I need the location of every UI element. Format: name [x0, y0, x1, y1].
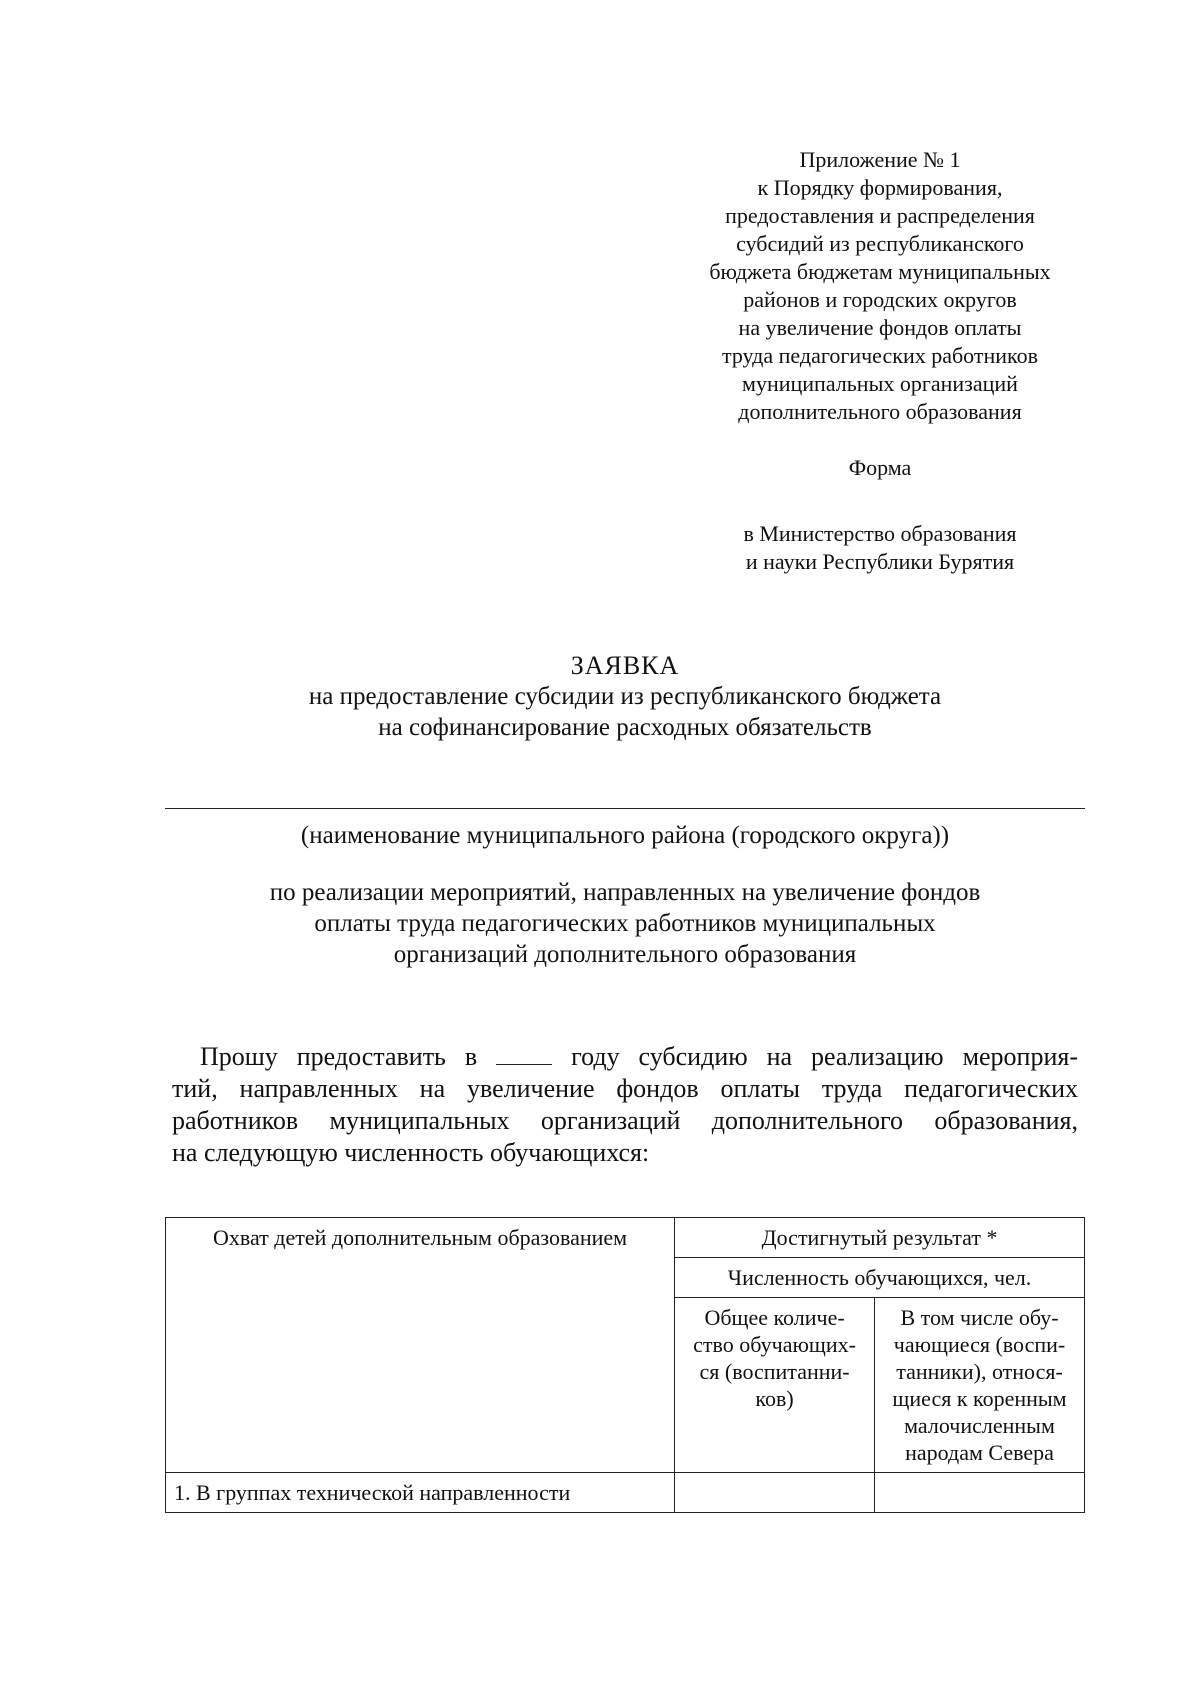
appendix-line: районов и городских округов [743, 287, 1017, 312]
north-header-line: чающиеся (воспи- [893, 1332, 1066, 1357]
request-text-before-year: Прошу предоставить в [200, 1042, 478, 1071]
title-line: на предоставление субсидии из республиканского бюджета [308, 683, 942, 710]
title-heading: ЗАЯВКА [570, 651, 680, 680]
total-header-line: ство обучающих- [693, 1332, 856, 1357]
table-row [166, 1473, 1085, 1513]
count-header-text: Численность обучающихся, чел. [727, 1265, 1032, 1290]
north-value-cell[interactable] [875, 1473, 1085, 1513]
north-header-line: щиеся к коренным [892, 1386, 1067, 1411]
purpose-line: организаций дополнительного образования [393, 941, 857, 968]
appendix-line: на увеличение фондов оплаты [738, 315, 1022, 340]
municipality-caption: (наименование муниципального района (городского округа)) [300, 822, 950, 849]
total-students-header [675, 1298, 875, 1473]
purpose-line: оплаты труда педагогических работников муниципальных [314, 910, 936, 937]
total-value-cell[interactable] [675, 1473, 875, 1513]
result-header-text: Достигнутый результат * [761, 1225, 998, 1250]
coverage-column-header-text: Охват детей дополнительным образованием [213, 1225, 628, 1250]
total-header-line: ков) [755, 1386, 794, 1411]
appendix-line: субсидий из республиканского [736, 231, 1024, 256]
purpose-line: по реализации мероприятий, направленных на увеличение фондов [269, 879, 981, 906]
municipality-blank-field[interactable] [165, 808, 1085, 809]
addressee-line: в Министерство образования [743, 521, 1017, 546]
north-students-header [875, 1298, 1085, 1473]
north-header-line: малочисленным [904, 1413, 1055, 1438]
request-line: на следующую численность обучающихся: [172, 1138, 650, 1167]
count-header [675, 1258, 1085, 1298]
addressee-line: и науки Республики Бурятия [745, 549, 1015, 574]
form-label: Форма [848, 455, 912, 480]
addressee [660, 520, 1100, 576]
purpose-text [165, 877, 1085, 970]
document-title [165, 650, 1085, 743]
appendix-line: Приложение № 1 [799, 147, 961, 172]
appendix-reference [660, 146, 1100, 426]
north-header-line: танники), относя- [896, 1359, 1063, 1384]
request-text-after-year: году субсидию на реализацию мероприя- [571, 1042, 1079, 1071]
appendix-line: к Порядку формирования, [757, 175, 1003, 200]
request-line [172, 1041, 1078, 1073]
row-label-cell [166, 1473, 675, 1513]
coverage-table [165, 1217, 1085, 1513]
north-header-line: народам Севера [905, 1440, 1054, 1465]
request-paragraph [172, 1041, 1078, 1169]
appendix-line: труда педагогических работников [721, 343, 1039, 368]
coverage-column-header [166, 1218, 675, 1473]
request-line: работников муниципальных организаций дополнительного образования, [172, 1106, 1078, 1135]
appendix-line: дополнительного образования [738, 399, 1022, 424]
title-line: на софинансирование расходных обязательств [378, 714, 872, 741]
row-label: 1. В группах технической направленности [174, 1480, 571, 1505]
total-header-line: ся (воспитанни- [699, 1359, 850, 1384]
total-header-line: Общее количе- [704, 1305, 845, 1330]
year-blank-field[interactable] [496, 1044, 552, 1065]
result-header [675, 1218, 1085, 1258]
appendix-line: бюджета бюджетам муниципальных [709, 259, 1051, 284]
appendix-line: предоставления и распределения [725, 203, 1035, 228]
north-header-line: В том числе обу- [900, 1305, 1059, 1330]
request-line: тий, направленных на увеличение фондов оплаты труда педагогических [172, 1074, 1078, 1103]
appendix-line: муниципальных организаций [742, 371, 1018, 396]
